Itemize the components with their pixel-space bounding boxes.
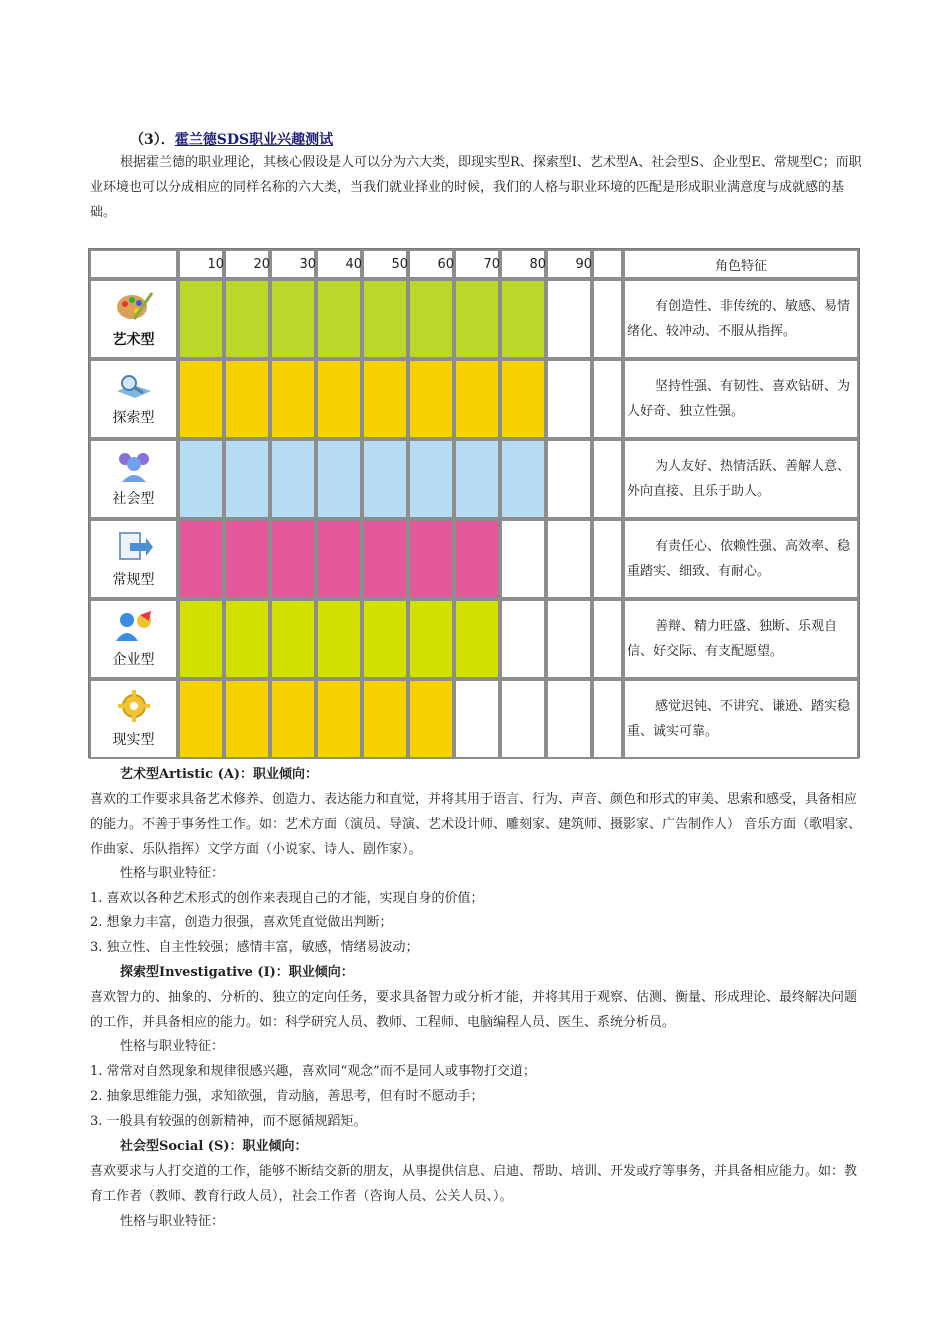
score-bar-cell [362,439,408,519]
investigative-title: 探索型Investigative (I)：职业倾向： [120,965,354,980]
desc-header-cell: 角色特征 [623,249,859,279]
type-label: 探索型 [112,410,155,426]
score-bar-cell [362,359,408,439]
type-cell [89,279,178,359]
artistic-title: 艺术型Artistic (A)：职业倾向： [120,767,318,782]
score-bar-cell [270,599,316,679]
section-heading [130,129,333,149]
extra-cell [592,359,623,439]
artistic-traits-title: 性格与职业特征： [120,866,225,881]
score-empty-cell [546,519,592,599]
score-bar-cell [500,439,546,519]
role-description [623,599,859,679]
score-bar-cell [270,519,316,599]
gear-icon [114,689,154,727]
score-bar-cell [178,679,224,759]
score-bar-cell [224,439,270,519]
scale-label: 90 [575,257,592,272]
role-description [623,679,859,759]
score-bar-cell [316,679,362,759]
header-scale-cell [362,249,408,279]
score-empty-cell [546,279,592,359]
investigative-body: 喜欢智力的、抽象的、分析的、独立的定向任务，要求具备智力或分析才能，并将其用于观察、估测、衡量、形成理论、最终解决问题的工作，并具备相应的能力。如：科学研究人员、教师、工程师、电脑编程人员、医生、系统分析员。 [90,990,858,1030]
role-description-text: 感觉迟钝、不讲究、谦逊、踏实稳重、诚实可靠。 [627,699,851,739]
score-empty-cell [500,599,546,679]
header-extra-cell [592,249,623,279]
score-bar-cell [270,279,316,359]
score-bar-cell [408,279,454,359]
role-description-text: 善辩、精力旺盛、独断、乐观自信、好交际、有支配愿望。 [627,619,838,659]
document-arrow-icon [114,529,154,567]
artistic-trait-1: 1. 喜欢以各种艺术形式的创作来表现自己的才能，实现自身的价值； [90,891,484,906]
score-bar-cell [224,359,270,439]
investigative-traits-title: 性格与职业特征： [120,1039,225,1054]
scale-label: 40 [345,257,362,272]
score-bar-cell [178,359,224,439]
investigative-trait-3: 3. 一般具有较强的创新精神，而不愿循规蹈矩。 [90,1114,367,1129]
score-bar-cell [454,439,500,519]
social-traits-title: 性格与职业特征： [120,1214,225,1229]
header-scale-cell [316,249,362,279]
role-description [623,359,859,439]
scale-label: 10 [207,257,224,272]
score-bar-cell [362,519,408,599]
score-bar-cell [316,599,362,679]
type-label: 现实型 [112,732,155,748]
score-empty-cell [546,359,592,439]
extra-cell [592,679,623,759]
score-bar-cell [178,599,224,679]
score-bar-cell [316,279,362,359]
artistic-trait-3: 3. 独立性、自主性较强；感情丰富，敏感，情绪易波动； [90,940,419,955]
header-scale-cell [224,249,270,279]
score-bar-cell [224,519,270,599]
investigative-trait-2: 2. 抽象思维能力强，求知欲强，肯动脑，善思考，但有时不愿动手； [90,1089,484,1104]
social-body: 喜欢要求与人打交道的工作，能够不断结交新的朋友，从事提供信息、启迪、帮助、培训、开发或疗等事务，并具备相应能力。如：教育工作者（教师、教育行政人员），社会工作者（咨询人员、公关人员、）。 [90,1164,858,1204]
heading-prefix: （3）． [130,132,175,148]
score-bar-cell [408,519,454,599]
score-bar-cell [224,599,270,679]
score-bar-cell [178,519,224,599]
business-person-icon [113,609,155,647]
header-scale-cell [454,249,500,279]
social-title: 社会型Social (S)：职业倾向： [120,1139,308,1154]
role-description-text: 有责任心、依赖性强、高效率、稳重踏实、细致、有耐心。 [627,539,851,579]
scale-label: 60 [437,257,454,272]
artistic-body: 喜欢的工作要求具备艺术修养、创造力、表达能力和直觉，并将其用于语言、行为、声音、颜色和形式的审美、思索和感受，具备相应的能力。不善于事务性工作。如：艺术方面（演员、导演、艺术设计师、雕刻家、建筑师、摄影家、广告制作人） 音乐方面（歌唱家、作曲家、乐队指挥）文学方面（小说家、诗人、剧作家）。 [90,792,862,857]
role-description-text: 为人友好、热情活跃、善解人意、外向直接、且乐于助人。 [627,459,851,499]
score-empty-cell [500,679,546,759]
score-bar-cell [408,679,454,759]
score-bar-cell [178,279,224,359]
scale-label: 70 [483,257,500,272]
type-cell [89,359,178,439]
type-cell [89,679,178,759]
artistic-trait-2: 2. 想象力丰富，创造力很强，喜欢凭直觉做出判断； [90,915,393,930]
people-icon [114,450,154,486]
score-bar-cell [500,359,546,439]
interest-table [88,248,860,758]
score-bar-cell [270,359,316,439]
score-bar-cell [454,599,500,679]
score-bar-cell [408,599,454,679]
sds-test-link[interactable]: 霍兰德SDS职业兴趣测试 [174,132,334,148]
scale-label: 30 [299,257,316,272]
scale-label: 80 [529,257,546,272]
header-scale-cell [500,249,546,279]
type-label: 常规型 [112,572,155,588]
score-empty-cell [546,679,592,759]
score-bar-cell [362,679,408,759]
role-description [623,279,859,359]
score-bar-cell [178,439,224,519]
extra-cell [592,279,623,359]
header-corner-cell [89,249,178,279]
extra-cell [592,439,623,519]
score-bar-cell [362,599,408,679]
extra-cell [592,519,623,599]
palette-icon [114,289,154,327]
score-bar-cell [454,359,500,439]
score-bar-cell [500,279,546,359]
score-bar-cell [454,279,500,359]
score-bar-cell [270,679,316,759]
role-description [623,439,859,519]
score-empty-cell [546,599,592,679]
score-bar-cell [408,439,454,519]
score-bar-cell [454,519,500,599]
score-empty-cell [500,519,546,599]
type-cell [89,519,178,599]
header-scale-cell [270,249,316,279]
investigative-trait-1: 1. 常常对自然现象和规律很感兴趣，喜欢同“观念”而不是同人或事物打交道； [90,1064,536,1079]
header-scale-cell [408,249,454,279]
type-cell [89,439,178,519]
header-scale-cell [178,249,224,279]
type-cell [89,599,178,679]
role-description [623,519,859,599]
header-scale-cell [546,249,592,279]
type-label: 艺术型 [112,332,155,348]
score-bar-cell [224,279,270,359]
score-bar-cell [270,439,316,519]
intro-paragraph: 根据霍兰德的职业理论，其核心假设是人可以分为六大类，即现实型R、探索型I、艺术型A、社会型S、企业型E、常规型C；而职业环境也可以分成相应的同样名称的六大类，当我们就业择业的时候，我们的人格与职业环境的匹配是形成职业满意度与成就感的基础。 [90,155,862,220]
score-empty-cell [546,439,592,519]
score-bar-cell [316,519,362,599]
type-label: 社会型 [112,491,155,507]
extra-cell [592,599,623,679]
role-description-text: 坚持性强、有韧性、喜欢钻研、为人好奇、独立性强。 [627,379,851,419]
score-bar-cell [316,439,362,519]
score-bar-cell [316,359,362,439]
score-bar-cell [408,359,454,439]
scale-label: 20 [253,257,270,272]
score-bar-cell [224,679,270,759]
score-bar-cell [362,279,408,359]
scale-label: 50 [391,257,408,272]
role-description-text: 有创造性、非传统的、敏感、易情绪化、较冲动、不服从指挥。 [627,299,851,339]
score-empty-cell [454,679,500,759]
magnifier-book-icon [113,371,155,405]
type-label: 企业型 [112,652,155,668]
